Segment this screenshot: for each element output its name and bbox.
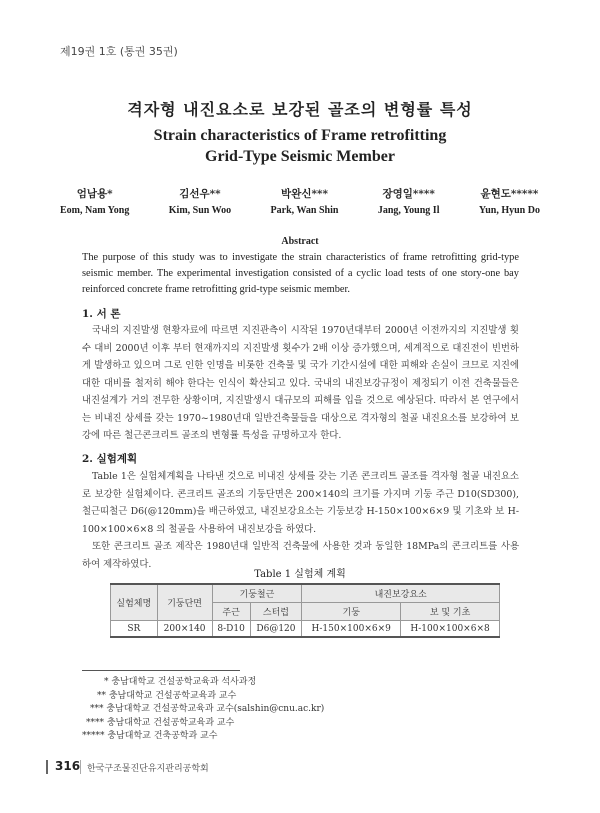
header-specimen: 실험체명	[111, 584, 158, 621]
header-stirrup: 스터럽	[250, 603, 302, 621]
footnote: * 충남대학교 건설공학교육과 석사과정	[104, 677, 257, 687]
author-name-en: Eom, Nam Yong	[60, 205, 130, 216]
paragraph: 또한 콘크리트 골조 제작은 1980년대 일반적 건축물에 사용한 것과 동일한 18MPa의 콘크리트를 사용하여 제작하였다.	[82, 541, 519, 570]
cell-beam-foundation: H-100×100×6×8	[401, 621, 500, 638]
footnote-divider	[82, 670, 240, 671]
paragraph: Table 1은 실험체계획을 나타낸 것으로 비내진 상세를 갖는 기존 콘크리트 골조를 격자형 철골 내진요소로 보강한 실험체이다. 콘크리트 골조의 기둥단면은 200×140의 크기를 가지며 기둥 주근 D10(SD300), 철근띠철근 D6(@120mm)을 배근하였고, 내진보강요소는 기둥보강 H-150×100×6×9 및 기초와 보 H-100×100×6×8 의 철골을 사용하여 내진보강을 하였다.	[82, 471, 519, 535]
abstract-heading: Abstract	[281, 236, 319, 247]
section-heading-intro: 1. 서 론	[82, 308, 121, 320]
author	[378, 186, 440, 216]
author-name-en: Park, Wan Shin	[270, 205, 339, 216]
section-heading-experiment: 2. 실험계획	[82, 453, 138, 465]
footnote: ** 충남대학교 건설공학교육과 교수	[97, 690, 237, 701]
title-english-line2: Grid-Type Seismic Member	[205, 148, 395, 165]
cell-column: H-150×100×6×9	[302, 621, 401, 638]
section-experiment-body	[82, 468, 519, 573]
author-name-ko: 윤현도*****	[480, 188, 539, 200]
header-column: 기둥	[302, 603, 401, 621]
header-beam-foundation: 보 및 기초	[401, 603, 500, 621]
table-caption: Table 1 실험체 계획	[254, 569, 346, 580]
header-seismic-member: 내진보강요소	[302, 584, 500, 603]
cell-stirrup: D6@120	[250, 621, 302, 638]
page-number: 316	[55, 759, 81, 773]
author-name-ko: 엄남용*	[76, 188, 113, 200]
author	[271, 186, 339, 216]
section-intro-body	[82, 322, 519, 445]
author	[169, 186, 231, 216]
author-name-en: Kim, Sun Woo	[168, 205, 232, 216]
footer-bar	[46, 760, 48, 774]
author-name-ko: 장영일****	[382, 188, 435, 200]
author-name-ko: 김선우**	[179, 188, 221, 200]
footnotes	[82, 676, 324, 744]
footer-divider	[80, 760, 81, 774]
specimen-table	[110, 583, 500, 638]
author-name-ko: 박완신***	[281, 188, 328, 200]
cell-section: 200×140	[157, 621, 212, 638]
author-name-en: Yun, Hyun Do	[478, 205, 540, 216]
abstract-text: The purpose of this study was to investigate the strain characteristics of frame retrofitting grid-type seismic member. The experimental investigation consisted of a cyclic load tests of one story-one bay reinforced concrete frame retrofitting grid-type seismic member.	[82, 252, 519, 295]
cell-specimen: SR	[111, 621, 158, 638]
table-row	[111, 621, 500, 638]
footnote: *** 충남대학교 건설공학교육과 교수(salshin@cnu.ac.kr)	[90, 704, 325, 714]
header-main-rebar: 주근	[212, 603, 250, 621]
header-section: 기둥단면	[157, 584, 212, 621]
paragraph: 국내의 지진발생 현황자료에 따르면 지진관측이 시작된 1970년대부터 2000년 이전까지의 지진발생 횟수 대비 2000년 이후 부터 현재까지의 지진발생 횟수가 2배 이상 증가했으며, 세계적으로 대진전이 빈번하게 발생하고 있으며 그로 인한 인명을 비롯한 건축물 및 국가 기간시설에 대한 피해와 손실이 크므로 지진에 대한 대비를 철저히 해야 한다는 인식이 확산되고 있다. 국내의 내진보강규정이 제정되기 이전 건축물들은 내진설계가 거의 전무한 상황이며, 지진발생시 대규모의 피해를 입을 것으로 예상된다. 따라서 본 연구에서는 비내진 상세를 갖는 1970~1980년대 일반건축물들을 대상으로 격자형의 철골 내진요소를 보강하여 보강에 따른 철근콘크리트 골조의 변형률 특성을 규명하고자 한다.	[82, 325, 519, 441]
cell-main-rebar: 8-D10	[212, 621, 250, 638]
society-name: 한국구조물진단유지관리공학회	[87, 764, 209, 774]
table-header-row	[111, 584, 500, 603]
author	[479, 186, 540, 216]
title-korean: 격자형 내진요소로 보강된 골조의 변형률 특성	[127, 100, 473, 119]
author-name-en: Jang, Young Il	[377, 205, 440, 216]
author-list	[60, 186, 540, 216]
author	[60, 186, 129, 216]
footnote: ***** 충남대학교 건축공학과 교수	[82, 731, 218, 741]
title-english-line1: Strain characteristics of Frame retrofitting	[153, 127, 447, 144]
footnote: **** 충남대학교 건설공학교육과 교수	[86, 717, 235, 728]
header-column-rebar: 기둥철근	[212, 584, 302, 603]
journal-volume: 제19권 1호 (통권 35권)	[60, 45, 178, 58]
